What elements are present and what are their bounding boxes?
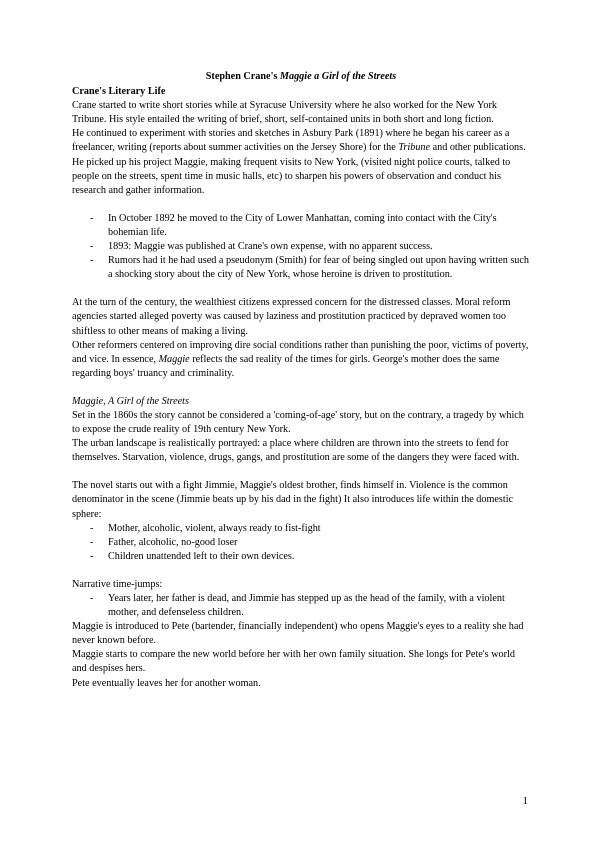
paragraph-2-text-end: and other publications. — [430, 142, 526, 154]
paragraph-10: Maggie is introduced to Pete (bartender, financially independent) who opens Maggie's eyes to a reality she had never known before. — [72, 621, 524, 647]
paragraph-5-text-end: reflects the sad reality of the times for girls. George's mother does the same regarding boys' truancy and criminality. — [72, 353, 500, 379]
document-body — [72, 70, 530, 691]
list-item: - Father, alcoholic, no-good loser — [72, 536, 530, 550]
spacer — [72, 282, 530, 296]
list-item: - 1893: Maggie was published at Crane's own expense, with no apparent success. — [72, 240, 530, 254]
document-title — [72, 70, 530, 84]
paragraph-1: Crane started to write short stories while at Syracuse University where he also worked for the New York Tribune. His style entailed the writing of brief, short, self-contained units in both short and long fiction. — [72, 100, 497, 126]
paragraph-4: At the turn of the century, the wealthiest citizens expressed concern for the distressed classes. Moral reform agencies started alleged poverty was caused by laziness and prostitution practiced by depraved women too shiftless to other means of making a living. — [72, 297, 511, 337]
bullet-list-2 — [72, 522, 530, 564]
paragraph-3: He picked up his project Maggie, making frequent visits to New York, (visited night police courts, talked to people on the streets, spent time in music halls, etc) to sharpen his powers of observation and conduct his research and gather information. — [72, 156, 511, 196]
list-item: - Years later, her father is dead, and Jimmie has stepped up as the head of the family, with a violent mother, and defenseless children. — [72, 592, 530, 620]
list-item: - In October 1892 he moved to the City of Lower Manhattan, coming into contact with the City's bohemian life. — [72, 212, 530, 240]
section-heading-maggie: Maggie, A Girl of the Streets — [72, 395, 189, 407]
spacer — [72, 465, 530, 479]
title-italic-text: Maggie a Girl of the Streets — [279, 71, 397, 82]
list-item: - Mother, alcoholic, violent, always ready to fist-fight — [72, 522, 530, 536]
paragraph-2-text: He continued to experiment with stories and sketches in Asbury Park (1891) where he began his career as a freelancer, writing (reports about summer activities on the Jersey Shore) for the — [72, 128, 510, 154]
paragraph-9: Narrative time-jumps: — [72, 578, 163, 590]
paragraph-2 — [72, 127, 530, 155]
paragraph-12: Pete eventually leaves her for another woman. — [72, 677, 261, 689]
paragraph-2-italic: Tribune — [398, 142, 431, 154]
paragraph-7: The urban landscape is realistically portrayed: a place where children are thrown into the streets to fend for themselves. Starvation, violence, drugs, gangs, and prostitution are some of the dangers they were faced with. — [72, 438, 520, 464]
spacer — [72, 381, 530, 395]
bullet-list-3 — [72, 592, 530, 620]
title-text: Stephen Crane's — [205, 71, 280, 82]
list-item: - Children unattended left to their own devices. — [72, 550, 530, 564]
spacer — [72, 564, 530, 578]
paragraph-6: Set in the 1860s the story cannot be considered a 'coming-of-age' story, but on the contrary, a tragedy by which to expose the crude reality of 19th century New York. — [72, 409, 524, 436]
page-number: 1 — [522, 795, 528, 807]
paragraph-5-text: Other reformers centered on improving dire social conditions rather than punishing the poor, victims of poverty, and vice. In essence, — [72, 339, 529, 365]
paragraph-8: The novel starts out with a fight Jimmie, Maggie's oldest brother, finds himself in. Violence is the common denominator in the scene (Jimmie beats up by his dad in the fight) It also introduces life within the domestic sphere: — [72, 480, 514, 520]
section-heading-literary-life: Crane's Literary Life — [72, 86, 166, 98]
paragraph-11: Maggie starts to compare the new world before her with her own family situation. She longs for Pete's world and despises hers. — [72, 649, 515, 675]
bullet-list-1 — [72, 212, 530, 282]
spacer — [72, 198, 530, 212]
list-item: - Rumors had it he had used a pseudonym (Smith) for fear of being singled out upon having written such a shocking story about the city of New York, whose heroine is driven to prostitution. — [72, 254, 530, 282]
paragraph-5 — [72, 339, 530, 381]
paragraph-5-italic: Maggie — [158, 353, 190, 365]
